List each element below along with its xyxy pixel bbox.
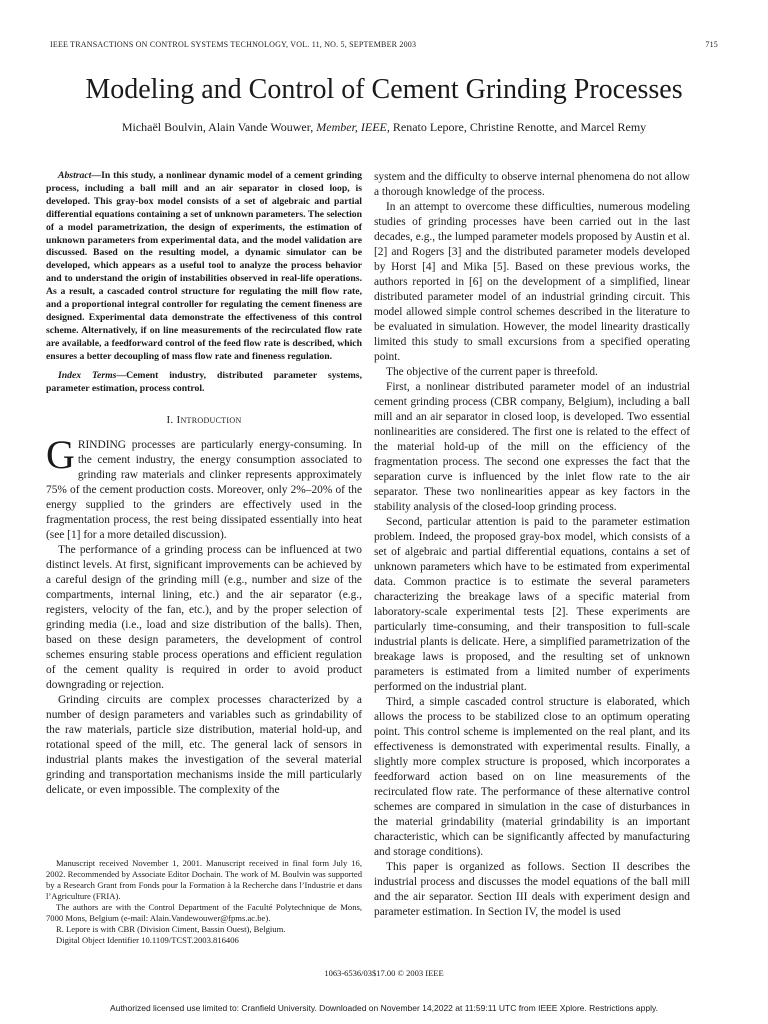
license-notice: Authorized licensed use limited to: Cranfield University. Downloaded on November 14,2022 at 11:59:11 UTC from IEEE Xplore. Restrictions apply. xyxy=(110,1003,658,1013)
section-number: I. xyxy=(166,414,174,427)
section-heading xyxy=(46,413,362,428)
intro-paragraph-1-text: RINDING processes are particularly energy-consuming. In the cement industry, the energy consumption associated to grinding raw materials and clinker represents approximately 75% of the cement production costs. Moreover, only 2%–20% of the energy supplied to the grinders are effectively used in the fragmentation process, the rest being dissipated essentially into heat (see [1] for a more detailed discussion). xyxy=(46,439,362,542)
footnote-doi: Digital Object Identifier 10.1109/TCST.2003.816406 xyxy=(56,935,239,945)
abstract xyxy=(46,170,362,364)
author-names-a: Michaël Boulvin, Alain Vande Wouwer, xyxy=(121,120,314,134)
footnote-lepore: R. Lepore is with CBR (Division Ciment, Bassin Ouest), Belgium. xyxy=(56,924,286,934)
drop-cap: G xyxy=(46,432,75,478)
paper-title: Modeling and Control of Cement Grinding Processes xyxy=(85,74,683,105)
index-terms-text: —Cement industry, distributed parameter systems, parameter estimation, process control. xyxy=(46,369,362,394)
section-title: Introduction xyxy=(176,414,242,427)
right-paragraph-3: First, a nonlinear distributed parameter model of an industrial cement grinding process (CBR company, Belgium), including a ball mill and an air separator in closed loop, is developed. Two essential nonlinearities are considered. The first one is related to the effect of the material hold-up of the mill on the efficiency of the fragmentation process. The second one expresses the fact that the separation curve is influenced by the inlet flow rate to the air separator. These two nonlinearities appear as key factors in the stability analysis of the closed-loop grinding process. xyxy=(374,381,690,513)
footnotes xyxy=(46,858,362,946)
intro-paragraph-2: The performance of a grinding process can be influenced at two distinct levels. At first, significant improvements can be achieved by a careful design of the grinding mill (e.g., number and size of the compartments, internal lining, etc.) and the air separator (e.g., registers, velocity of the fan, etc.), and by the proper selection of grinding media (i.e., load and size distribution of the balls). Then, based on these design parameters, the development of control schemes ensuring stable process operations and efficient regulation of the cement quality is required in order to avoid product downgrading or rejection. xyxy=(46,544,362,692)
footnote-affiliation: The authors are with the Control Department of the Faculté Polytechnique de Mons, 7000 Mons, Belgium (e-mail: Alain.Vandewouwer@fpms.ac.be). xyxy=(46,902,362,923)
left-column xyxy=(46,170,362,798)
intro-paragraph-3: Grinding circuits are complex processes characterized by a number of design parameters and variables such as grindability of the raw materials, particle size distribution, material hold-up, and rotational speed of the mill, etc. The general lack of sensors in industrial plants makes the investigation of the several material grinding and transportation mechanisms inside the mill particularly delicate, or even impossible. The complexity of the xyxy=(46,694,362,797)
right-paragraph-2: The objective of the current paper is threefold. xyxy=(386,366,598,378)
page-number: 715 xyxy=(705,40,718,49)
copyright-line: 1063-6536/03$17.00 © 2003 IEEE xyxy=(324,968,444,978)
author-line xyxy=(0,120,768,135)
abstract-lead: Abstract xyxy=(58,170,92,181)
intro-paragraph-1 xyxy=(46,432,362,543)
running-header xyxy=(50,40,718,49)
right-paragraph-5: Third, a simple cascaded control structure is elaborated, which allows the process to be stabilized close to an optimum operating point. This control scheme is implemented on the real plant, and its effectiveness is demonstrated with experimental results. Finally, a slightly more complex structure is proposed, which incorporates a feedforward action based on on line measurements of the recirculated flow rate. The performance of these alternative control schemes are compared in simulation in the case of disturbances in the material grindability (material grindability is an important characteristic, which can be significantly affected by manufacturing and storage conditions). xyxy=(374,696,690,858)
author-names-b: Renato Lepore, Christine Renotte, and Marcel Remy xyxy=(392,120,647,134)
right-paragraph-6: This paper is organized as follows. Section II describes the industrial process and discusses the model equations of the ball mill and the air separator. Section III deals with experiment design and parameter estimation. In Section IV, the model is used xyxy=(374,861,690,918)
abstract-text: —In this study, a nonlinear dynamic model of a cement grinding process, including a ball mill and an air separator in closed loop, is developed. This gray-box model consists of a set of algebraic and partial differential equations containing a set of unknown parameters. The selection of a model parametrization, the design of experiments, the estimation of unknown parameters from experimental data, and the model validation are discussed. Based on the resulting model, a dynamic simulator can be developed, which appears as a useful tool to analyze the process behavior and to understand the origin of instabilities observed in real-life operations. As a result, a cascaded control structure for regulating the mill flow rate, and a proportional integral controller for regulating the cement fineness are designed. Experimental data demonstrate the effectiveness of this control scheme. Alternatively, if on line measurements of the recirculated flow rate are available, a feedforward control of the feed flow rate is described, which ensures a better decoupling of mass flow rate and fineness regulation. xyxy=(46,170,362,362)
right-paragraph-4: Second, particular attention is paid to the parameter estimation problem. Indeed, the proposed gray-box model, which consists of a set of algebraic and partial differential equations, contains a set of unknown parameters which have to be estimated from experimental data. Common practice is to estimate the several parameters characterizing the breakage laws of a specific material from laboratory-scale experimental tests [2]. These experiments are particularly time-consuming, and their transposition to full-scale industrial plants is delicate. Here, a simplified parametrization of the breakage laws is proposed, and the resulting set of unknown parameters is estimated from a limited number of experiments performed on the industrial plant. xyxy=(374,516,690,693)
journal-info: IEEE TRANSACTIONS ON CONTROL SYSTEMS TECHNOLOGY, VOL. 11, NO. 5, SEPTEMBER 2003 xyxy=(50,40,417,49)
right-column xyxy=(374,170,690,920)
author-membership: Member, IEEE, xyxy=(316,120,390,134)
index-terms xyxy=(46,370,362,396)
index-terms-lead: Index Terms xyxy=(58,369,117,381)
right-paragraph-0: system and the difficulty to observe internal phenomena do not allow a thorough knowledge of the process. xyxy=(374,171,690,198)
footnote-manuscript: Manuscript received November 1, 2001. Manuscript received in final form July 16, 2002. Recommended by Associate Editor Dochain. The work of M. Boulvin was supported by a Research Grant from Fonds pour la Formation à la Recherche dans l’Industrie et dans l’Agriculture (FRIA). xyxy=(46,858,362,901)
right-paragraph-1: In an attempt to overcome these difficulties, numerous modeling studies of grinding processes have been carried out in the last decades, e.g., the lumped parameter models proposed by Austin et al. [2] and Rogers [3] and the distributed parameter models developed by Horst [4] and Mika [5]. Based on these previous works, the authors reported in [6] on the development of a simplified, linear distributed parameter model of an industrial grinding circuit. This model allowed simple control schemes described in the literature to be evaluated in simulation. However, the model linearity drastically limited this study to small excursions from a specified operating point. xyxy=(374,201,690,363)
